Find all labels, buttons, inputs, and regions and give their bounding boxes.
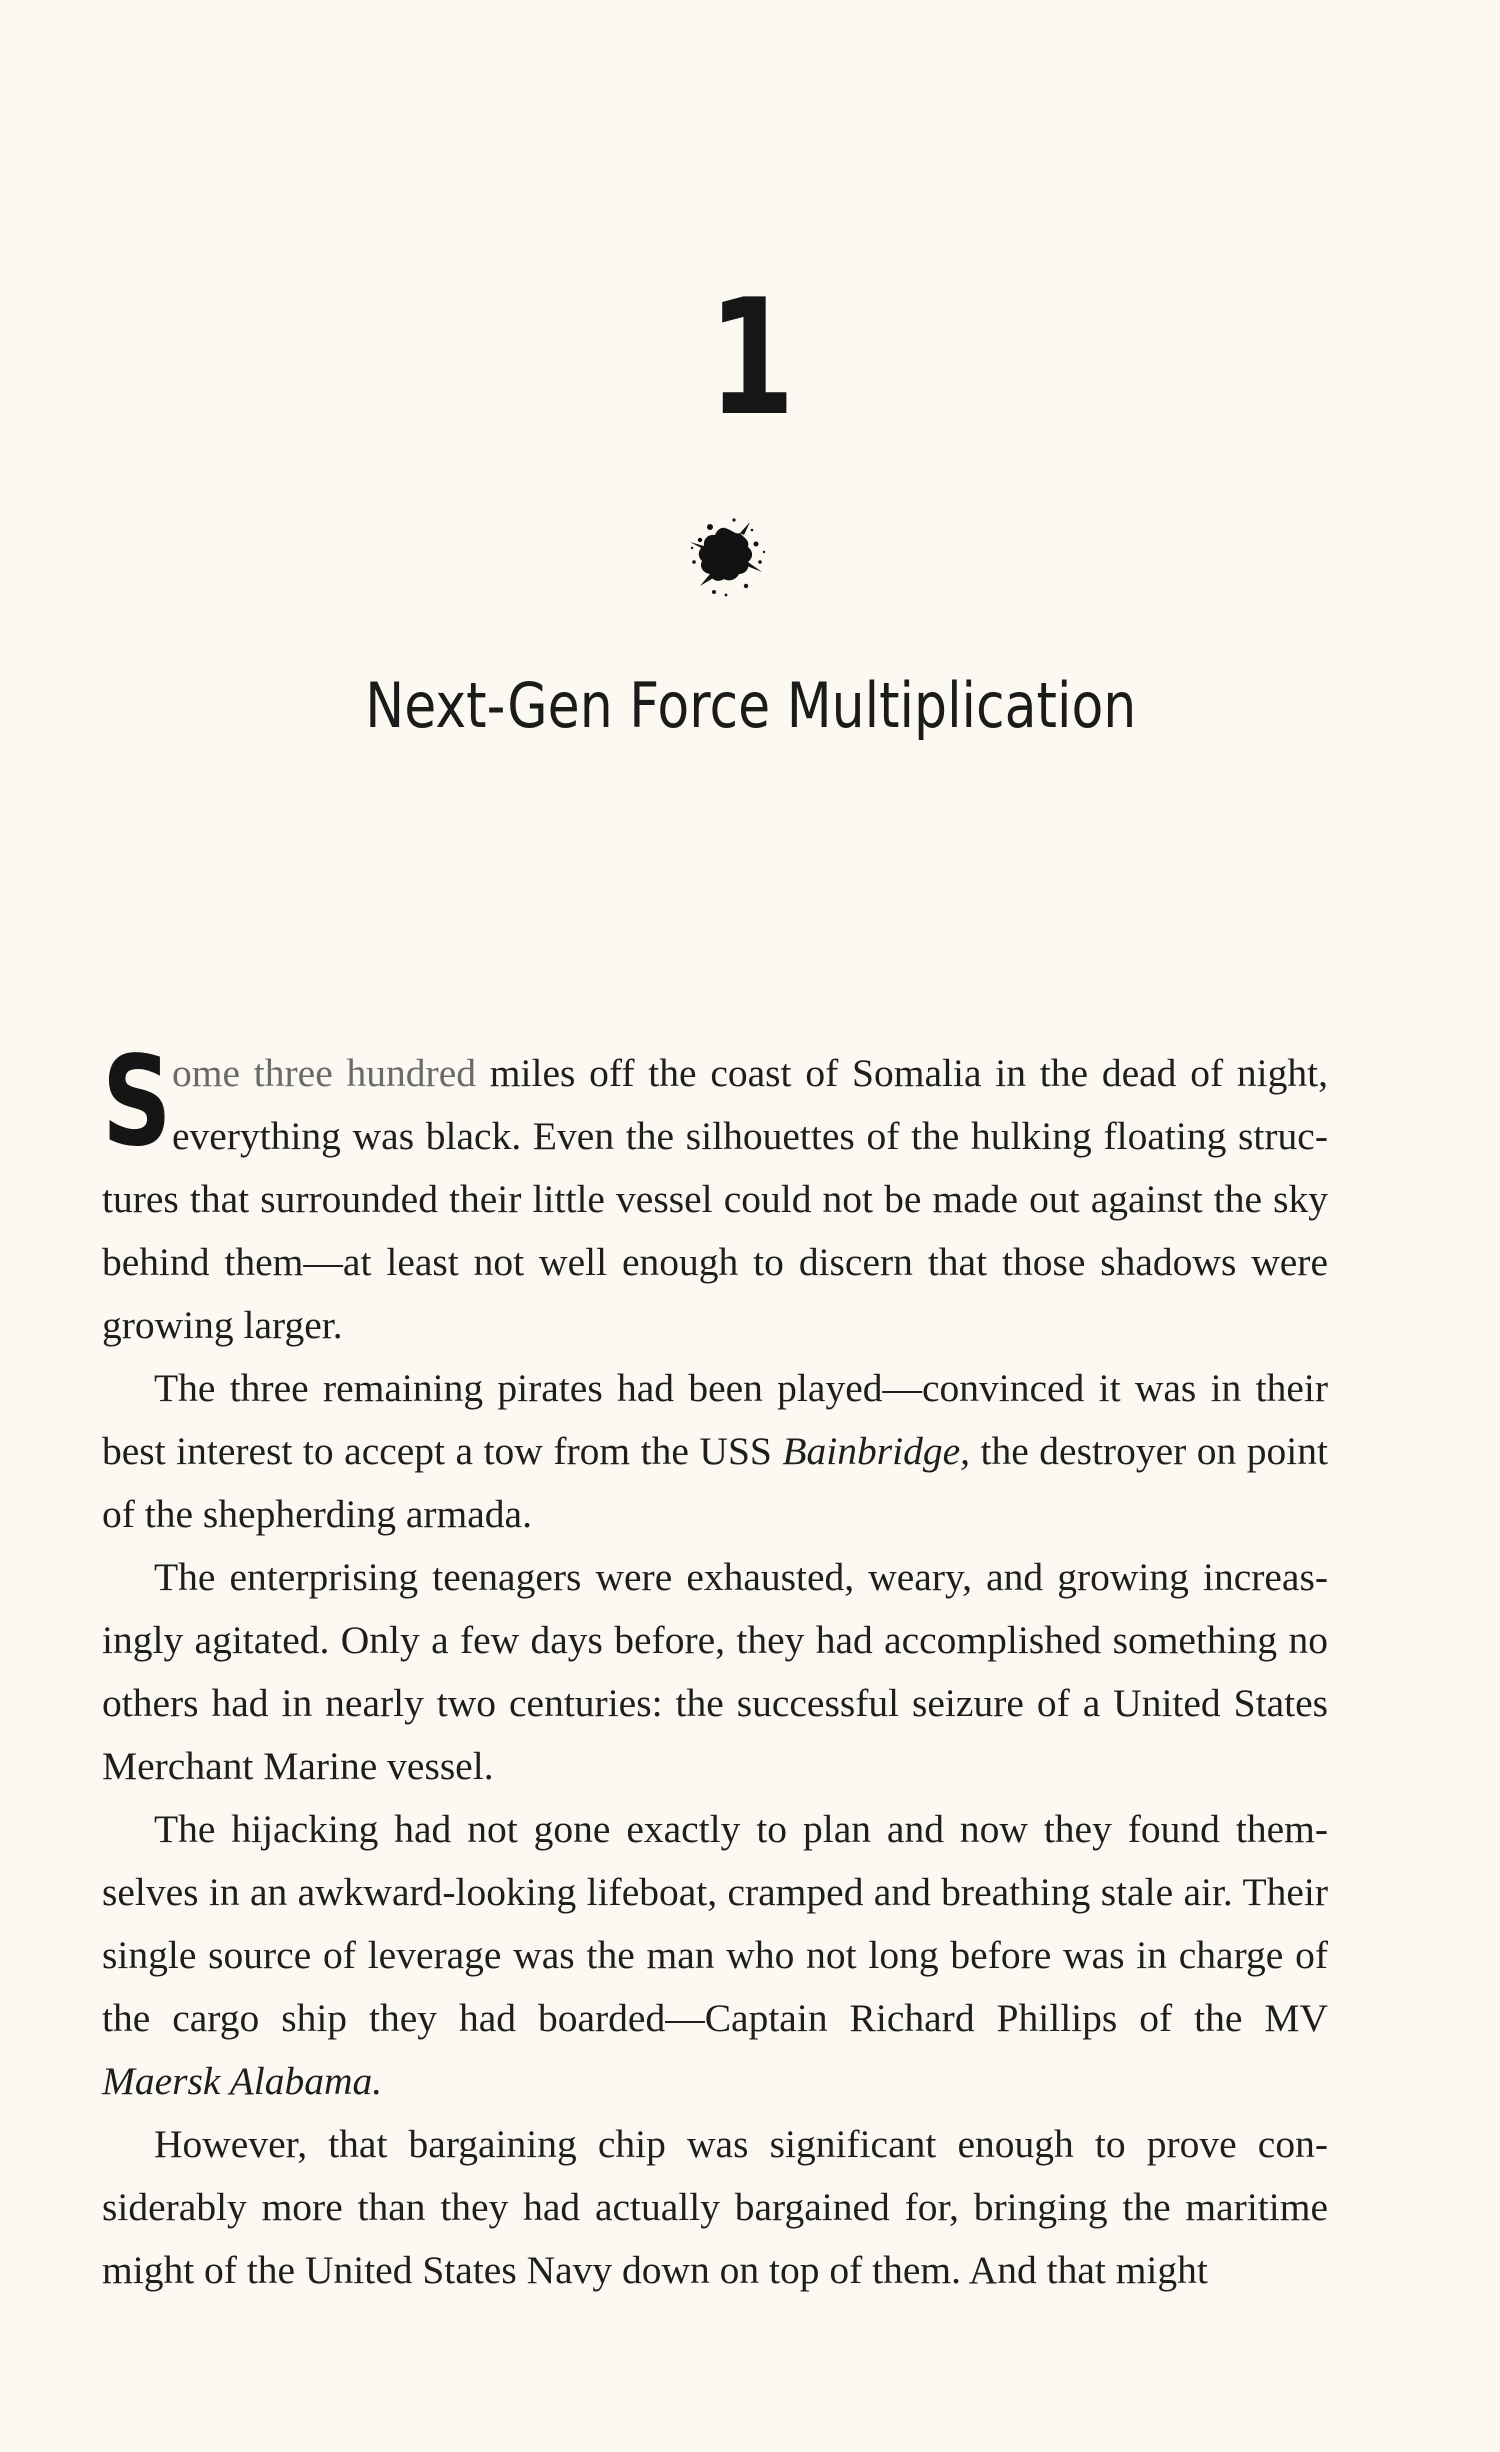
ship-name-italic: Maersk Alabama. (102, 2059, 383, 2103)
paragraph-text: The enterprising teenagers were exhausted, weary, and growing increasingly agitated. Only a few days before, they had accomplished something no others had in nearly two centuries: the successful seizure of a United States Merchant Marine vessel. (102, 1555, 1328, 1788)
paragraph-1 (102, 1030, 1328, 1357)
paragraph-5 (102, 2113, 1328, 2302)
ship-name-italic: Bainbridge, (782, 1429, 970, 1473)
faded-lead-text: ome three hundred (172, 1051, 476, 1095)
ink-splatter-icon (670, 500, 780, 610)
paragraph-4 (102, 1798, 1328, 2113)
paragraph-text: The hijacking had not gone exactly to plan and now they found themselves in an awkward-looking lifeboat, cramped and breathing stale air. Their single source of leverage was the man who not long before was in charge of the cargo ship they had boarded—Captain Richard Phillips of the MV (102, 1807, 1328, 2040)
paragraph-text: miles off the coast of Somalia in the dead of night, everything was black. Even the silhouettes of the hulking floating structures that surrounded their little vessel could not be made out against the sky behind them—at least not well enough to discern that those shadows were growing larger. (102, 1051, 1328, 1347)
chapter-title: Next-Gen Force Multiplication (365, 669, 1137, 742)
paragraph-text: The three remaining pirates had been played—convinced it was in their best interest to accept a tow from the USS (102, 1366, 1328, 1473)
drop-cap: S (102, 1030, 172, 1174)
paragraph-text: the destroyer on point of the shepherding armada. (102, 1429, 1328, 1536)
paragraph-text: However, that bargaining chip was significant enough to prove considerably more than they had actually bargained for, bringing the maritime might of the United States Navy down on top of them. And that might (102, 2122, 1328, 2292)
chapter-body (102, 1030, 1328, 2302)
paragraph-3 (102, 1546, 1328, 1798)
chapter-number: 1 (708, 264, 792, 451)
paragraph-2 (102, 1357, 1328, 1546)
